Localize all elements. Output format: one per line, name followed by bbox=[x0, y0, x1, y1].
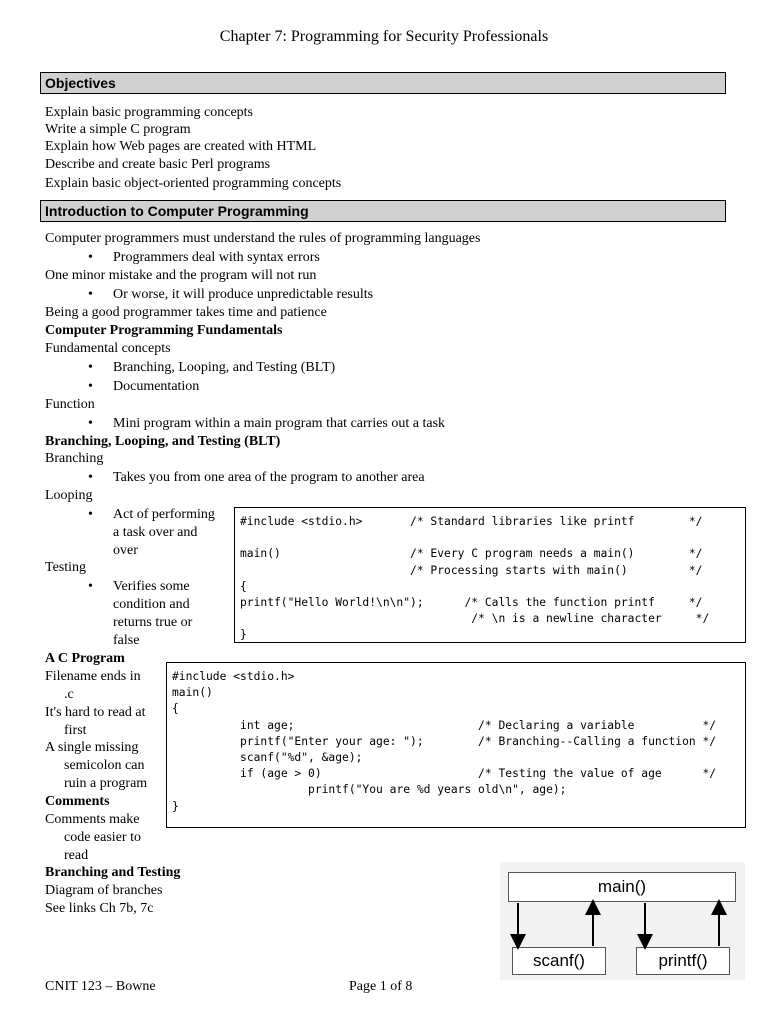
objective-item: Explain basic object-oriented programming concepts bbox=[45, 176, 342, 191]
text-line: Looping bbox=[45, 488, 93, 503]
bullet-item: • Branching, Looping, and Testing (BLT) bbox=[90, 359, 335, 377]
code-block-hello-world bbox=[234, 507, 746, 643]
code-text: #include <stdio.h> main() { int age; /* Declaring a variable */ printf("Enter your age: "); /* Branching--Calling a function */ scanf("%d", &age); if (age > 0) /* Testing the value of age */ printf("You are %d years old\n", age); } bbox=[172, 670, 717, 813]
bullet-item: • Mini program within a main program that carries out a task bbox=[90, 415, 445, 433]
code-block-age bbox=[166, 662, 746, 828]
text-line: ruin a program bbox=[64, 776, 148, 791]
bullet-item: • Documentation bbox=[90, 378, 199, 396]
scanf-box: scanf() bbox=[512, 947, 606, 975]
intro-heading: Introduction to Computer Programming bbox=[40, 200, 726, 222]
subheading: A C Program bbox=[45, 651, 125, 666]
text-line: .c bbox=[64, 687, 74, 702]
text-line: See links Ch 7b, 7c bbox=[45, 901, 154, 916]
text-line: first bbox=[64, 723, 87, 738]
text-line: Comments make bbox=[45, 812, 140, 827]
text-line: Testing bbox=[45, 560, 87, 575]
bullet-item: • Or worse, it will produce unpredictable results bbox=[90, 286, 373, 304]
text-line: semicolon can bbox=[64, 758, 145, 773]
text-line: condition and bbox=[113, 597, 190, 612]
subheading: Branching and Testing bbox=[45, 865, 181, 880]
subheading: Branching, Looping, and Testing (BLT) bbox=[45, 434, 281, 449]
branch-diagram bbox=[500, 862, 745, 980]
objective-item: Explain basic programming concepts bbox=[45, 105, 253, 120]
text-line: a task over and bbox=[113, 525, 198, 540]
text-line: code easier to bbox=[64, 830, 141, 845]
text-line: returns true or bbox=[113, 615, 193, 630]
branch-arrows bbox=[500, 862, 745, 980]
footer-page-number: Page 1 of 8 bbox=[349, 979, 413, 994]
objective-item: Explain how Web pages are created with HTML bbox=[45, 139, 317, 154]
text-line: Diagram of branches bbox=[45, 883, 163, 898]
text-line: Computer programmers must understand the rules of programming languages bbox=[45, 231, 481, 246]
objectives-heading: Objectives bbox=[40, 72, 726, 94]
subheading: Comments bbox=[45, 794, 110, 809]
text-line: Filename ends in bbox=[45, 669, 141, 684]
objective-item: Describe and create basic Perl programs bbox=[45, 157, 271, 172]
footer-left: CNIT 123 – Bowne bbox=[45, 979, 156, 994]
bullet-item: • Takes you from one area of the program to another area bbox=[90, 469, 425, 487]
bullet-item: • Programmers deal with syntax errors bbox=[90, 249, 320, 267]
text-line: false bbox=[113, 633, 140, 648]
text-line: Fundamental concepts bbox=[45, 341, 171, 356]
subheading: Computer Programming Fundamentals bbox=[45, 323, 283, 338]
text-line: Function bbox=[45, 397, 95, 412]
objective-item: Write a simple C program bbox=[45, 122, 191, 137]
page-title: Chapter 7: Programming for Security Professionals bbox=[219, 28, 549, 45]
code-text: #include <stdio.h> /* Standard libraries like printf */ main() /* Every C program needs a main() */ /* Processing starts with main() */ { printf("Hello World!\n\n"); /* Calls the function printf */ /* \n is a newline character */ } bbox=[240, 515, 710, 642]
text-line: It's hard to read at bbox=[45, 705, 146, 720]
text-line: read bbox=[64, 848, 89, 863]
main-box: main() bbox=[508, 872, 736, 902]
text-line: A single missing bbox=[45, 740, 139, 755]
text-line: over bbox=[113, 543, 138, 558]
bullet-item: • Verifies some bbox=[90, 578, 190, 596]
text-line: Branching bbox=[45, 451, 104, 466]
text-line: Being a good programmer takes time and patience bbox=[45, 305, 327, 320]
text-line: One minor mistake and the program will not run bbox=[45, 268, 317, 283]
printf-box: printf() bbox=[636, 947, 730, 975]
bullet-item: • Act of performing bbox=[90, 506, 215, 524]
